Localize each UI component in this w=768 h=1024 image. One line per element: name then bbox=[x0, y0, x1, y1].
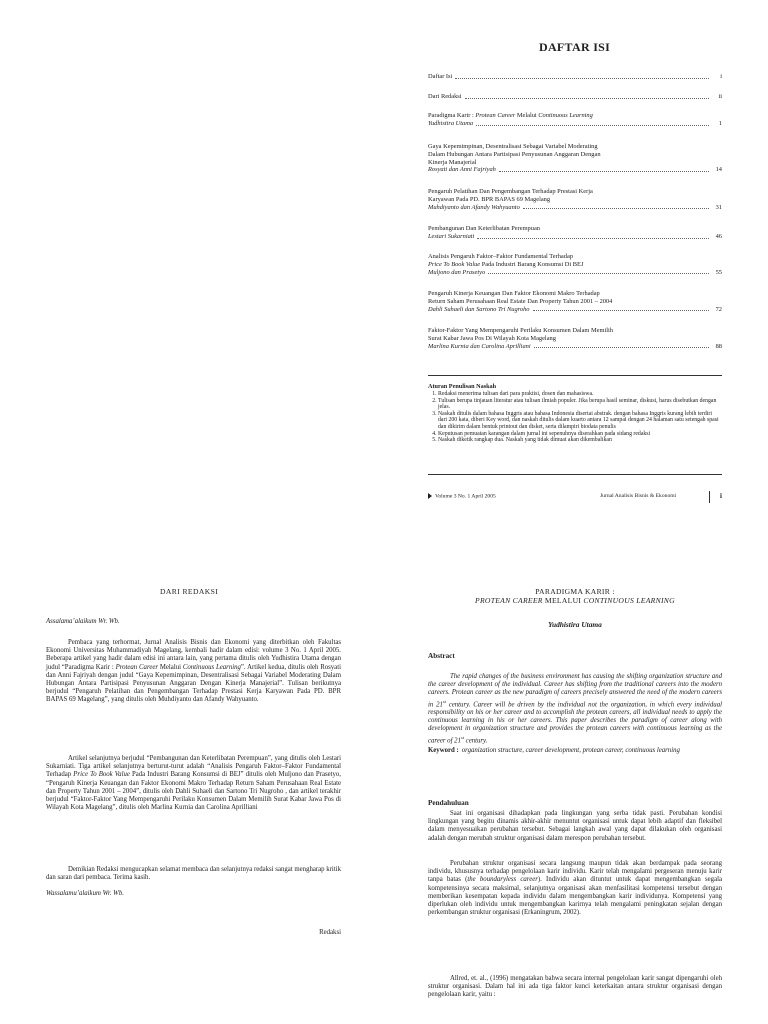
redaksi-greeting: Assalama’alaikum Wr. Wb. bbox=[46, 618, 120, 625]
toc-authors: Marlina Kurnia dan Carolina Aprilliani bbox=[428, 342, 531, 350]
toc-authors: Yudhistira Utama bbox=[428, 119, 474, 127]
redaksi-heading: DARI REDAKSI bbox=[160, 587, 219, 596]
toc-authors: Rosyati dan Anni Fajriyah bbox=[428, 166, 496, 174]
toc-entry[interactable]: Daftar Isi i bbox=[428, 73, 722, 80]
intro-heading: Pendahuluan bbox=[428, 799, 469, 807]
rule-item: 3. Naskah ditulis dalam bahasa Inggris atau bahasa Indonesia disertai abstrak. dengan bahasa Inggris kurang lebih terdiri dari 200 kata, diberi Key word, dan naskah ditulis dalam kuarto antara 12 sampai dengan 24 halaman satu setengah spasi dan dikirim dalam bentuk printout dan disket, serta dilampiri biodata penulis bbox=[438, 411, 722, 431]
rule-item: 2. Tulisan berupa tinjauan literatur atau tulisan ilmiah populer. Jika berupa hasil seminar, diskusi, harus disebutkan dengan jelas. bbox=[438, 398, 722, 411]
article-title: PARADIGMA KARIR : PROTEAN CAREER MELALUI CONTINUOUS LEARNING bbox=[475, 587, 675, 605]
divider bbox=[428, 474, 722, 475]
redaksi-paragraph: Artikel selanjutnya berjudul “Pembangunan dan Keterlibatan Perempuan”, yang ditulis oleh Lestari Sukarniati. Tiga artikel selanjutnya berturut-turut adalah “Analisis Pengaruh Faktor–Faktor Fundamental Terhadap Price To Book Value Pada Industri Barang Konsumsi di BEJ” ditulis oleh Muljono dan Prasetyo, “Pengaruh Kinerja Keuangan dan Faktor Ekonomi Makro Terhadap Return Saham Perusahaan Real Estate dan Property Tahun 2001 – 2004”, ditulis oleh Dahli Suhaeli dan Sartono Tri Nugroho , dan artikel terakhir berjudul “Faktor-Faktor Yang Mempengaruhi Perilaku Konsumen Dalam Memilih Surat Kabar Jawa Pos di Wilayah Kota Magelang”, ditulis oleh Marlina Kurnia dan Carolina Aprilliani bbox=[46, 755, 342, 812]
keyword-label: Keyword : bbox=[428, 747, 459, 754]
toc-heading: DAFTAR ISI bbox=[539, 40, 611, 54]
toc-authors: Dahli Suhaeli dan Sartono Tri Nugroho bbox=[428, 305, 530, 313]
toc-entry[interactable]: Faktor-Faktor Yang Mempengaruhi Perilaku Konsumen Dalam Memilih Surat Kabar Jawa Pos Di Wilayah Kota Magelang Marlina Kurnia dan Carolina Aprilliani 88 bbox=[428, 327, 722, 350]
toc-authors: Muhdiyanto dan Afandy Wahyuanto bbox=[428, 203, 520, 211]
keywords bbox=[428, 747, 722, 755]
toc-entry[interactable]: Pengaruh Kinerja Keuangan Dan Faktor Ekonomi Makro Terhadap Return Saham Perusahaan Real Estate Dan Property Tahun 2001 – 2004 Dahli Suhaeli dan Sartono Tri Nugroho 72 bbox=[428, 290, 722, 313]
footer-journal: Jurnal Analisis Bisnis & Ekonomi bbox=[600, 493, 677, 499]
triangle-marker-icon bbox=[428, 493, 432, 499]
divider bbox=[428, 375, 722, 376]
redaksi-paragraph: Pembaca yang terhormat, Jurnal Analisis Bisnis dan Ekonomi yang diterbitkan oleh Fakultas Ekonomi Universitas Muhammadiyah Magelang, kembali hadir dalam edisi: volume 3 No. 1 April 2005. Beberapa artikel yang hadir dalam edisi ini antara lain, yang pertama ditulis oleh Yudhistira Utama dengan judul “Paradigma Karir : Protean Career Melalui Continuous Learning”. Artikel kedua, ditulis oleh Rosyati dan Anni Fajriyah dengan judul “Gaya Kepemimpinan, Desentralisasi Sebagai Variabel Moderating Dalam Hubungan Antara Partisipasi Penyusunan Anggaran Dengan Kinerja Manajerial”. Tulisan berikutnya berjudul “Pengaruh Pelatihan dan Pengembangan Terhadap Prestasi Kerja Karyawan Pada PD. BPR BAPAS 69 Magelang”, yang ditulis oleh Muhdiyanto dan Afandy Wahyuanto. bbox=[46, 639, 341, 704]
toc-entry[interactable]: Pembangunan Dan Keterlibatan Perempuan Lestari Sukarniati 46 bbox=[428, 225, 722, 240]
toc-authors: Lestari Sukarniati bbox=[428, 232, 475, 240]
toc-authors: Muljono dan Prasetyo bbox=[428, 268, 486, 276]
redaksi-closing: Wassalamu’alaikum Wr. Wb. bbox=[46, 890, 124, 897]
toc-entry[interactable]: Paradigma Karir : Protean Career Melalui Continuous Learning Yudhistira Utama 1 bbox=[428, 112, 722, 127]
writing-rules bbox=[428, 383, 722, 444]
toc-entry[interactable]: Dari Redaksi ii bbox=[428, 93, 722, 100]
rules-heading: Aturan Penulisan Naskah bbox=[428, 383, 497, 390]
page-footer bbox=[428, 493, 722, 503]
abstract-text: The rapid changes of the business environment has causing the shifting organization structure and the career development of the individual. Career has shifting from the traditional careers into the modern careers. Protean career as the new paradigm of careers precisely answered the need of the modern careers in 21st century. Career will be driven by the individual not the organization, in which every individual responsibility on his or her career and to accomplish the protean careers, all individual needs to apply the continuous learning in his or her careers. This paper describes the paradigm of career along with development in organization structure and provides the protean careers with continuous learning as the career of 21st century. bbox=[428, 673, 722, 744]
redaksi-paragraph: Demikian Redaksi mengucapkan selamat membaca dan selanjutnya redaksi sangat mengharap kritik dan saran dari pembaca. Terima kasih. bbox=[46, 866, 341, 882]
toc-entry[interactable]: Analisis Pengaruh Faktor–Faktor Fundamental Terhadap Price To Book Value Pada Industri Barang Konsumsi Di BEJ Muljono dan Prasetyo 55 bbox=[428, 253, 722, 276]
rule-item: 4. Keputusan pemuatan karangan dalam jurnal ini sepenuhnya diserahkan pada sidang redaksi bbox=[438, 431, 722, 438]
toc-entry[interactable]: Gaya Kepemimpinan, Desentralisasi Sebagai Variabel Moderating Dalam Hubungan Antara Partisipasi Penyusunan Anggaran Dengan Kinerja Manajerial Rosyati dan Anni Fajriyah 14 bbox=[428, 143, 722, 174]
keyword-list: organization structure, career development, protean career, continuous learning bbox=[461, 747, 680, 754]
article-author: Yudhistira Utama bbox=[548, 620, 602, 629]
footer-page-number: i bbox=[720, 492, 722, 500]
toc-entry[interactable]: Pengaruh Pelatihan Dan Pengembangan Terhadap Prestasi Kerja Karyawan Pada PD. BPR BAPAS 69 Magelang Muhdiyanto dan Afandy Wahyuanto 31 bbox=[428, 188, 722, 211]
rule-item: 1. Redaksi menerima tulisan dari para praktisi, dosen dan mahasiswa. bbox=[438, 391, 722, 398]
redaksi-signature: Redaksi bbox=[319, 929, 341, 936]
footer-volume: Volume 3 No. 1 April 2005 bbox=[435, 493, 496, 500]
rule-item: 5. Naskah diketik rangkap dua. Naskah yang tidak dimuat akan dikembalikan bbox=[438, 437, 722, 444]
intro-paragraph: Allred, et. al., (1996) mengatakan bahwa secara internal pengelolaan karir sangat dipengaruhi oleh struktur organisasi. Dalam hal ini ada tiga faktor kunci keterkaitan antara struktur organisasi dengan pengelolaan karir, yaitu : bbox=[428, 975, 722, 999]
abstract-heading: Abstract bbox=[428, 652, 455, 660]
intro-paragraph: Saat ini organisasi dihadapkan pada lingkungan yang serba tidak pasti. Perubahan kondisi lingkungan yang begitu dinamis akhir-akhir menuntut organisasi untuk dapat lebih adaptif dan fleksibel dalam menyesuaikan perubahan tersebut. Sebagai langkah awal yang dapat dilakukan oleh organisasi adalah dengan merubah struktur organisasi dalam merespon perubahan tersebut. bbox=[428, 810, 722, 842]
intro-paragraph: Perubahan struktur organisasi secara langsung maupun tidak akan berdampak pada seorang individu, khususnya terhadap pengelolaan karir individu. Karir telah mengalami pergeseran menuju karir tanpa batas (the boundaryless career). Individu akan dituntut untuk dapat mengembangkan segala kompetensinya secara maksimal, selanjutnya organisasi akan menfasilitasi kompetensi tersebut dengan memberikan kesempatan kepada individu dalam mengembangkan karir individunya. Kompetensi yang diperlukan oleh individu untuk mengembangkan karirnya telah mengalami peningkatan sejalan dengan perkembangan struktur organisasi (Erkaningrum, 2002). bbox=[428, 860, 722, 917]
footer-separator bbox=[709, 491, 710, 503]
